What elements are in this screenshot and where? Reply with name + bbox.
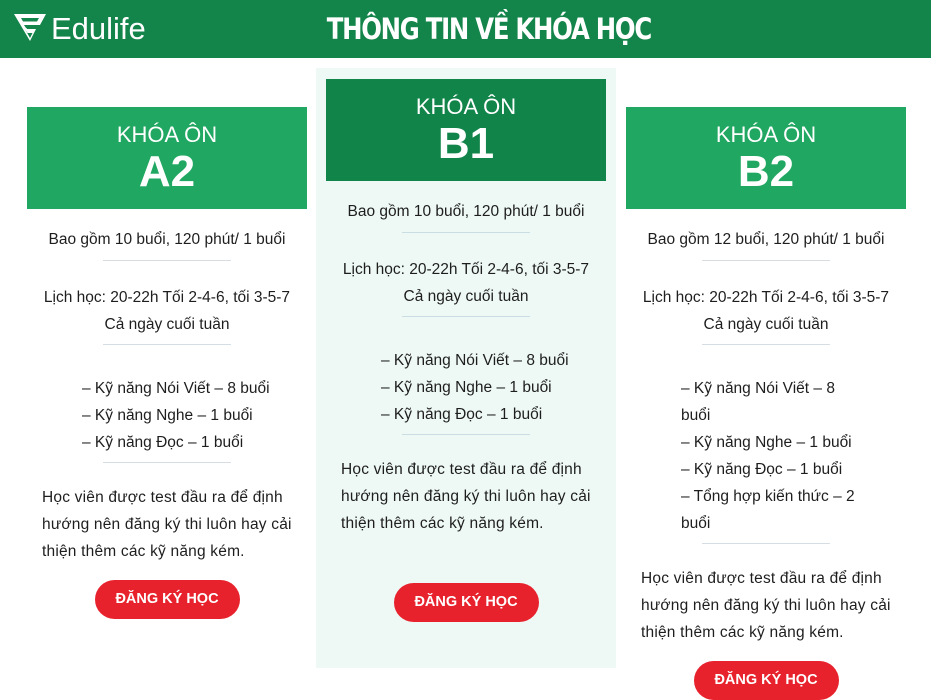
register-button[interactable]: ĐĂNG KÝ HỌC (394, 583, 539, 622)
schedule-info (326, 233, 606, 316)
logo[interactable] (13, 10, 146, 48)
skill-item: – Kỹ năng Nói Viết – 8 buổi (381, 352, 569, 369)
register-button[interactable]: ĐĂNG KÝ HỌC (694, 661, 839, 700)
schedule-line: Cả ngày cuối tuần (403, 288, 529, 305)
schedule-line: Cả ngày cuối tuần (104, 316, 230, 333)
skills-list (326, 317, 606, 434)
card-level: B1 (437, 119, 495, 168)
sessions-info: Bao gồm 10 buổi, 120 phút/ 1 buổi (48, 231, 286, 248)
schedule-line: Lịch học: 20-22h Tối 2-4-6, tối 3-5-7 (43, 289, 291, 306)
card-subtitle: KHÓA ÔN (415, 94, 517, 119)
edulife-logo-icon (13, 10, 47, 49)
skill-item: – Kỹ năng Nói Viết – 8 buổi (681, 380, 835, 424)
schedule-line: Lịch học: 20-22h Tối 2-4-6, tối 3-5-7 (642, 289, 890, 306)
card-subtitle: KHÓA ÔN (116, 122, 218, 147)
course-description: Học viên được test đầu ra để định hướng nên đăng ký thi luôn hay cải thiện thêm các kỹ năng kém. (641, 570, 891, 641)
site-header (0, 0, 931, 58)
skill-item: – Tổng hợp kiến thức – 2 buổi (681, 488, 855, 532)
skill-item: – Kỹ năng Đọc – 1 buổi (681, 461, 843, 478)
skills-list (27, 345, 307, 462)
schedule-info (27, 261, 307, 344)
schedule-line: Lịch học: 20-22h Tối 2-4-6, tối 3-5-7 (342, 261, 590, 278)
logo-text: Edulife (51, 11, 146, 46)
skill-item: – Kỹ năng Đọc – 1 buổi (381, 406, 543, 423)
course-description: Học viên được test đầu ra để định hướng nên đăng ký thi luôn hay cải thiện thêm các kỹ năng kém. (341, 461, 591, 532)
skill-item: – Kỹ năng Nghe – 1 buổi (381, 379, 552, 396)
card-level: A2 (138, 147, 196, 196)
card-level: B2 (737, 147, 795, 196)
schedule-info (626, 261, 906, 344)
card-subtitle: KHÓA ÔN (715, 122, 817, 147)
card-header (326, 79, 606, 181)
skills-list (626, 345, 906, 543)
skill-item: – Kỹ năng Đọc – 1 buổi (82, 434, 244, 451)
card-header (626, 107, 906, 209)
course-card-b1 (326, 79, 606, 622)
course-description: Học viên được test đầu ra để định hướng nên đăng ký thi luôn hay cải thiện thêm các kỹ năng kém. (42, 489, 292, 560)
course-card-a2 (27, 107, 307, 619)
sessions-info: Bao gồm 10 buổi, 120 phút/ 1 buổi (347, 203, 585, 220)
skill-item: – Kỹ năng Nghe – 1 buổi (82, 407, 253, 424)
skill-item: – Kỹ năng Nghe – 1 buổi (681, 434, 852, 451)
page-title: THÔNG TIN VỀ KHÓA HỌC (326, 12, 651, 46)
card-header (27, 107, 307, 209)
schedule-line: Cả ngày cuối tuần (703, 316, 829, 333)
course-card-b2 (626, 107, 906, 700)
sessions-info: Bao gồm 12 buổi, 120 phút/ 1 buổi (647, 231, 885, 248)
register-button[interactable]: ĐĂNG KÝ HỌC (95, 580, 240, 619)
skill-item: – Kỹ năng Nói Viết – 8 buổi (82, 380, 270, 397)
